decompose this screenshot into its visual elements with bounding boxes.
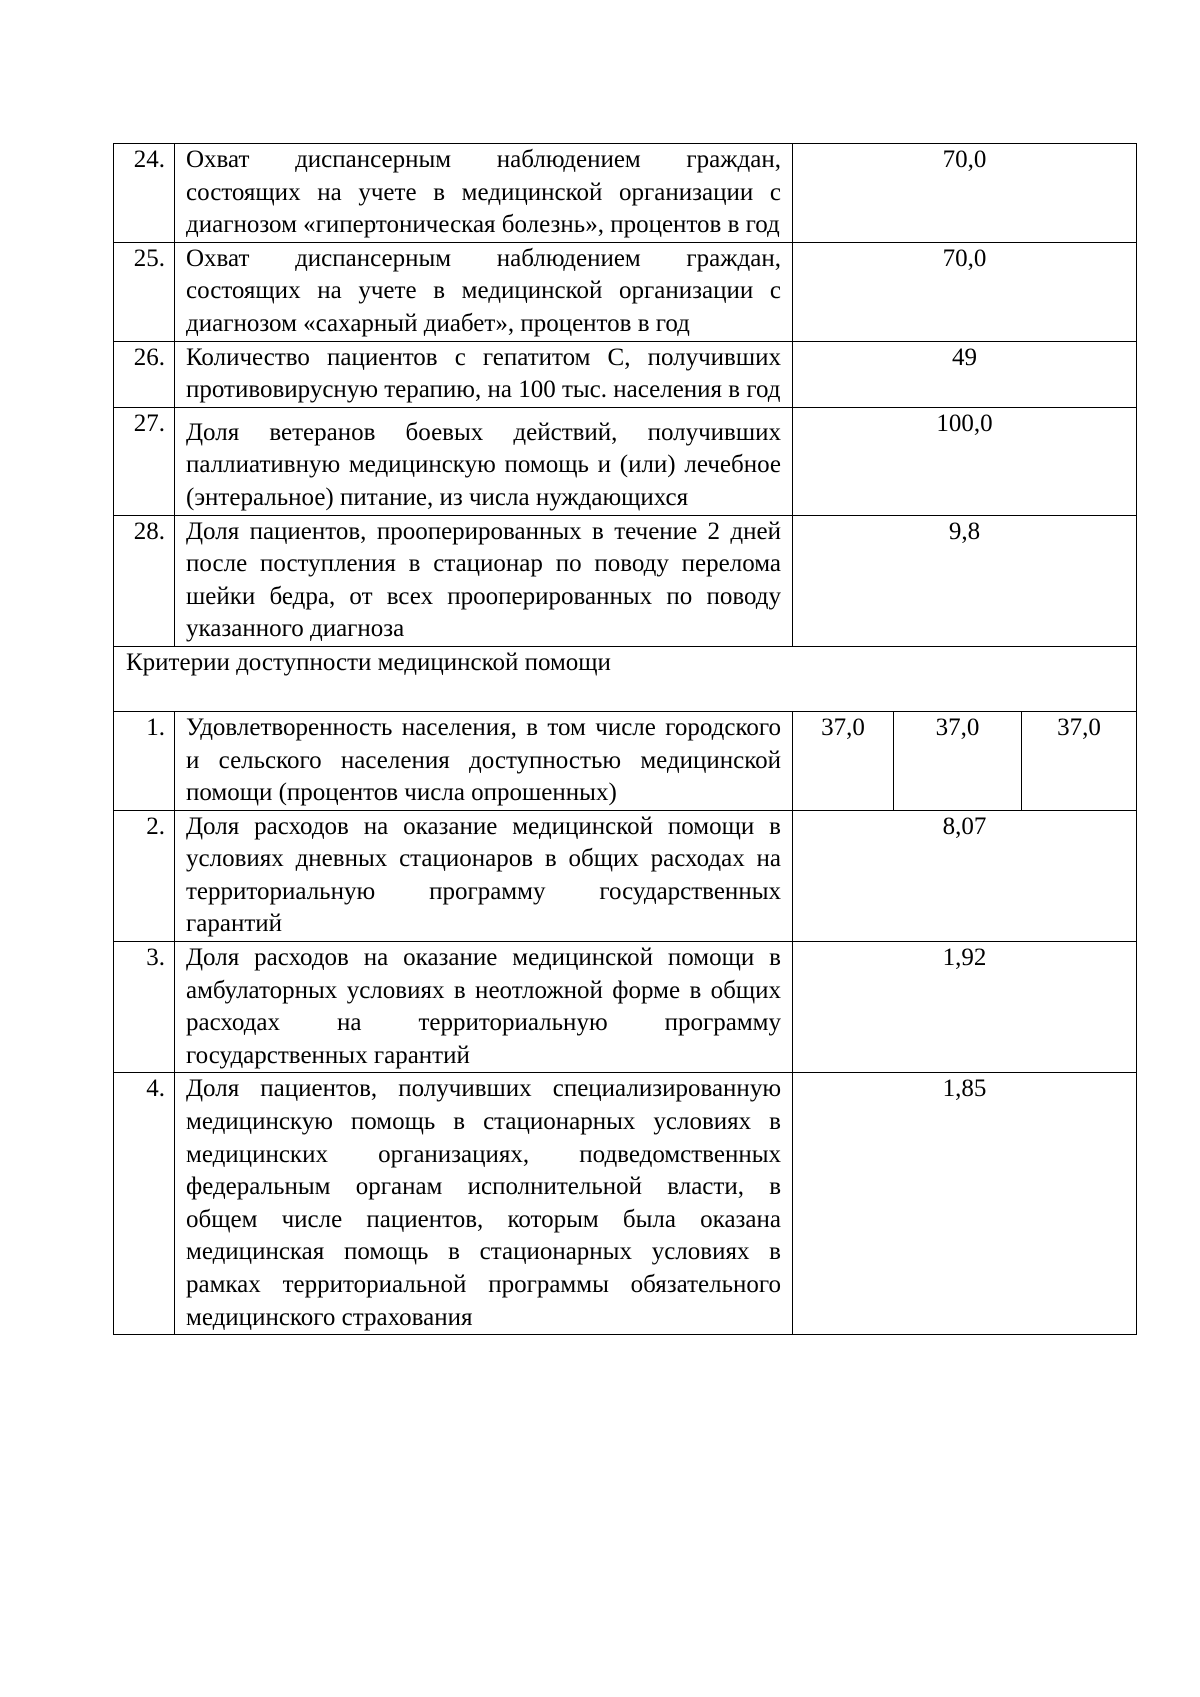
row-description: Удовлетворенность населения, в том числе городского и сельского населения доступностью медицинской помощи (процентов числа опрошенных) bbox=[175, 711, 793, 810]
row-value: 70,0 bbox=[793, 242, 1137, 341]
row-number: 2. bbox=[114, 810, 175, 941]
table-row bbox=[114, 242, 1137, 341]
row-description: Количество пациентов с гепатитом С, получивших противовирусную терапию, на 100 тыс. населения в год bbox=[175, 341, 793, 407]
table-row bbox=[114, 341, 1137, 407]
row-value: 49 bbox=[793, 341, 1137, 407]
table-row bbox=[114, 711, 1137, 810]
row-number: 25. bbox=[114, 242, 175, 341]
table-row bbox=[114, 942, 1137, 1073]
row-description: Доля пациентов, прооперированных в течение 2 дней после поступления в стационар по поводу перелома шейки бедра, от всех прооперированных по поводу указанного диагноза bbox=[175, 515, 793, 646]
row-value-2: 37,0 bbox=[894, 711, 1022, 810]
row-number: 1. bbox=[114, 711, 175, 810]
row-description: Доля ветеранов боевых действий, получивших паллиативную медицинскую помощь и (или) лечебное (энтеральное) питание, из числа нуждающихся bbox=[175, 407, 793, 515]
row-description: Охват диспансерным наблюдением граждан, состоящих на учете в медицинской организации с диагнозом «гипертоническая болезнь», процентов в год bbox=[175, 144, 793, 243]
section-header-row bbox=[114, 646, 1137, 711]
row-description: Охват диспансерным наблюдением граждан, состоящих на учете в медицинской организации с диагнозом «сахарный диабет», процентов в год bbox=[175, 242, 793, 341]
row-number: 26. bbox=[114, 341, 175, 407]
section-title: Критерии доступности медицинской помощи bbox=[114, 646, 1137, 711]
table-row bbox=[114, 144, 1137, 243]
table-row bbox=[114, 515, 1137, 646]
row-value: 70,0 bbox=[793, 144, 1137, 243]
row-description: Доля пациентов, получивших специализированную медицинскую помощь в стационарных условиях в медицинских организациях, подведомственных федеральным органам исполнительной власти, в общем числе пациентов, которым была оказана медицинская помощь в стационарных условиях в рамках территориальной программы обязательного медицинского страхования bbox=[175, 1073, 793, 1335]
row-description: Доля расходов на оказание медицинской помощи в условиях дневных стационаров в общих расходах на территориальную программу государственных гарантий bbox=[175, 810, 793, 941]
row-value: 100,0 bbox=[793, 407, 1137, 515]
table-row bbox=[114, 1073, 1137, 1335]
row-value: 1,85 bbox=[793, 1073, 1137, 1335]
row-number: 3. bbox=[114, 942, 175, 1073]
table-row bbox=[114, 407, 1137, 515]
row-value: 8,07 bbox=[793, 810, 1137, 941]
criteria-table bbox=[113, 143, 1137, 1335]
row-value-3: 37,0 bbox=[1022, 711, 1137, 810]
row-description: Доля расходов на оказание медицинской помощи в амбулаторных условиях в неотложной форме в общих расходах на территориальную программу государственных гарантий bbox=[175, 942, 793, 1073]
row-value-1: 37,0 bbox=[793, 711, 894, 810]
row-number: 4. bbox=[114, 1073, 175, 1335]
row-number: 28. bbox=[114, 515, 175, 646]
row-value: 1,92 bbox=[793, 942, 1137, 1073]
table-row bbox=[114, 810, 1137, 941]
row-number: 27. bbox=[114, 407, 175, 515]
row-value: 9,8 bbox=[793, 515, 1137, 646]
row-number: 24. bbox=[114, 144, 175, 243]
